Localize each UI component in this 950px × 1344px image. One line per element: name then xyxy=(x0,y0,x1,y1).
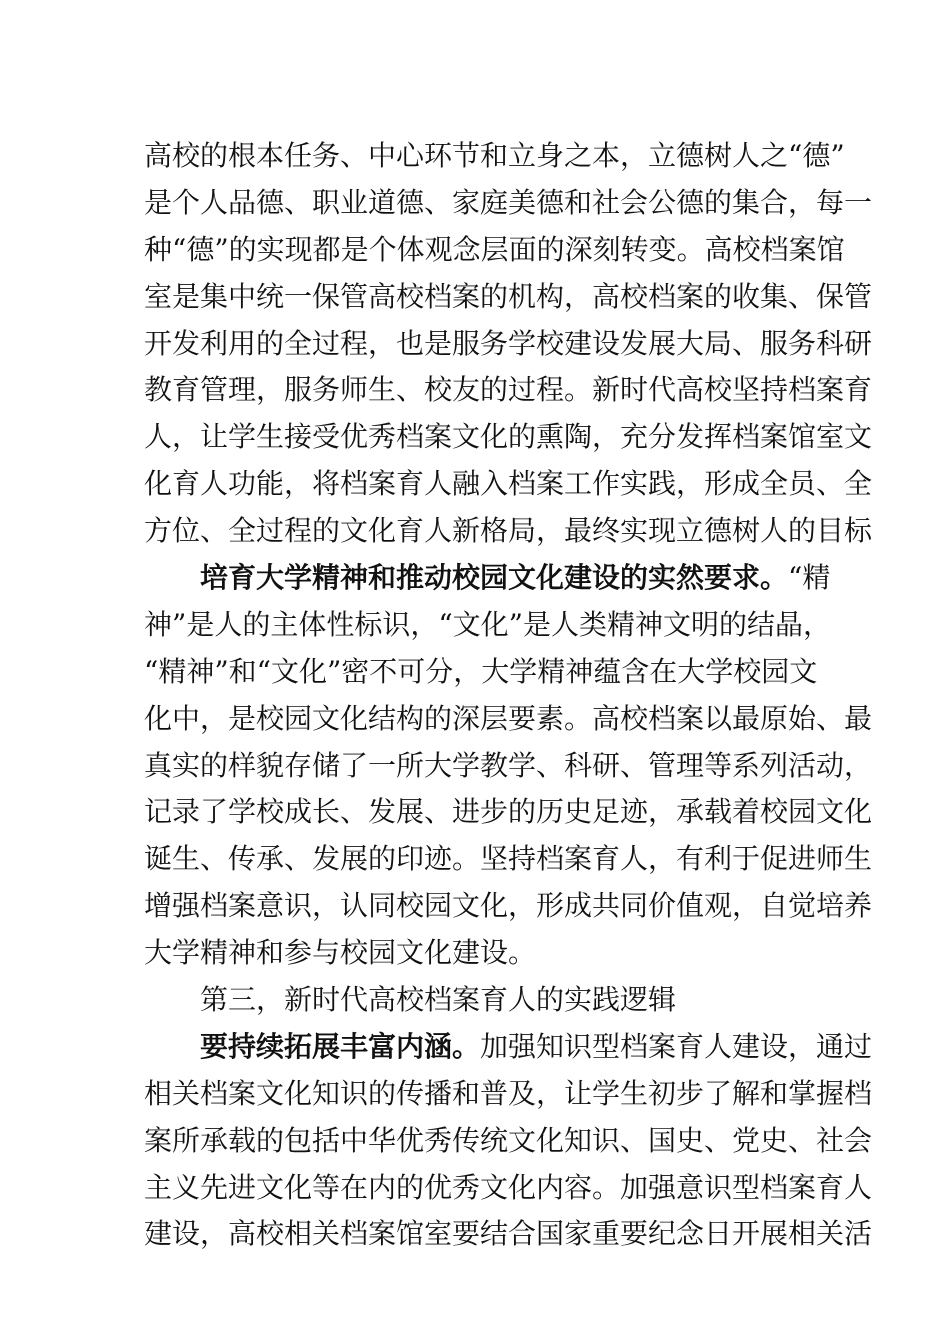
paragraph-2-bold-lead: 培育大学精神和推动校园文化建设的实然要求。 xyxy=(200,561,789,595)
paragraph-2-line-1 xyxy=(144,555,831,602)
paragraph-1-line-3: 种“德”的实现都是个体观念层面的深刻转变。高校档案馆 xyxy=(144,232,845,266)
paragraph-2-line-8: 增强档案意识，认同校园文化，形成共同价值观，自觉培养 xyxy=(144,889,873,923)
paragraph-3-first-rest: 加强知识型档案育人建设，通过 xyxy=(480,1029,873,1063)
paragraph-1-line-9: 方位、全过程的文化育人新格局，最终实现立德树人的目标 xyxy=(144,514,873,548)
paragraph-1-line-5: 开发利用的全过程，也是服务学校建设发展大局、服务科研 xyxy=(144,326,873,360)
paragraph-2-line-5: 真实的样貌存储了一所大学教学、科研、管理等系列活动， xyxy=(144,748,873,782)
paragraph-3-line-5: 建设，高校相关档案馆室要结合国家重要纪念日开展相关活 xyxy=(144,1217,873,1251)
paragraph-2-line-3: “精神”和“文化”密不可分，大学精神蕴含在大学校园文 xyxy=(144,654,818,688)
paragraph-2-line-2: 神”是人的主体性标识，“文化”是人类精神文明的结晶， xyxy=(144,607,831,641)
paragraph-2-line-9: 大学精神和参与校园文化建设。 xyxy=(144,936,537,970)
section-heading: 第三，新时代高校档案育人的实践逻辑 xyxy=(200,983,677,1017)
paragraph-2-line-7: 诞生、传承、发展的印迹。坚持档案育人，有利于促进师生 xyxy=(144,842,873,876)
paragraph-1-line-6: 教育管理，服务师生、校友的过程。新时代高校坚持档案育 xyxy=(144,373,873,407)
paragraph-2-first-rest: “精 xyxy=(788,561,831,595)
paragraph-1-line-1: 高校的根本任务、中心环节和立身之本，立德树人之“德” xyxy=(144,139,845,172)
document-body xyxy=(144,133,873,1258)
paragraph-3-bold-lead: 要持续拓展丰富内涵。 xyxy=(200,1029,481,1063)
paragraph-3-line-3: 案所承载的包括中华优秀传统文化知识、国史、党史、社会 xyxy=(144,1123,873,1157)
paragraph-3-line-4: 主义先进文化等在内的优秀文化内容。加强意识型档案育人 xyxy=(144,1170,873,1204)
paragraph-3-line-1 xyxy=(144,1024,873,1071)
paragraph-2-line-6: 记录了学校成长、发展、进步的历史足迹，承载着校园文化 xyxy=(144,795,873,829)
paragraph-1-line-4: 室是集中统一保管高校档案的机构，高校档案的收集、保管 xyxy=(144,279,873,313)
paragraph-1-line-7: 人，让学生接受优秀档案文化的熏陶，充分发挥档案馆室文 xyxy=(144,420,873,454)
paragraph-1-line-8: 化育人功能，将档案育人融入档案工作实践，形成全员、全 xyxy=(144,467,873,501)
paragraph-3-line-2: 相关档案文化知识的传播和普及，让学生初步了解和掌握档 xyxy=(144,1076,873,1110)
paragraph-2-line-4: 化中，是校园文化结构的深层要素。高校档案以最原始、最 xyxy=(144,701,873,735)
paragraph-1-line-2: 是个人品德、职业道德、家庭美德和社会公德的集合，每一 xyxy=(144,185,873,219)
